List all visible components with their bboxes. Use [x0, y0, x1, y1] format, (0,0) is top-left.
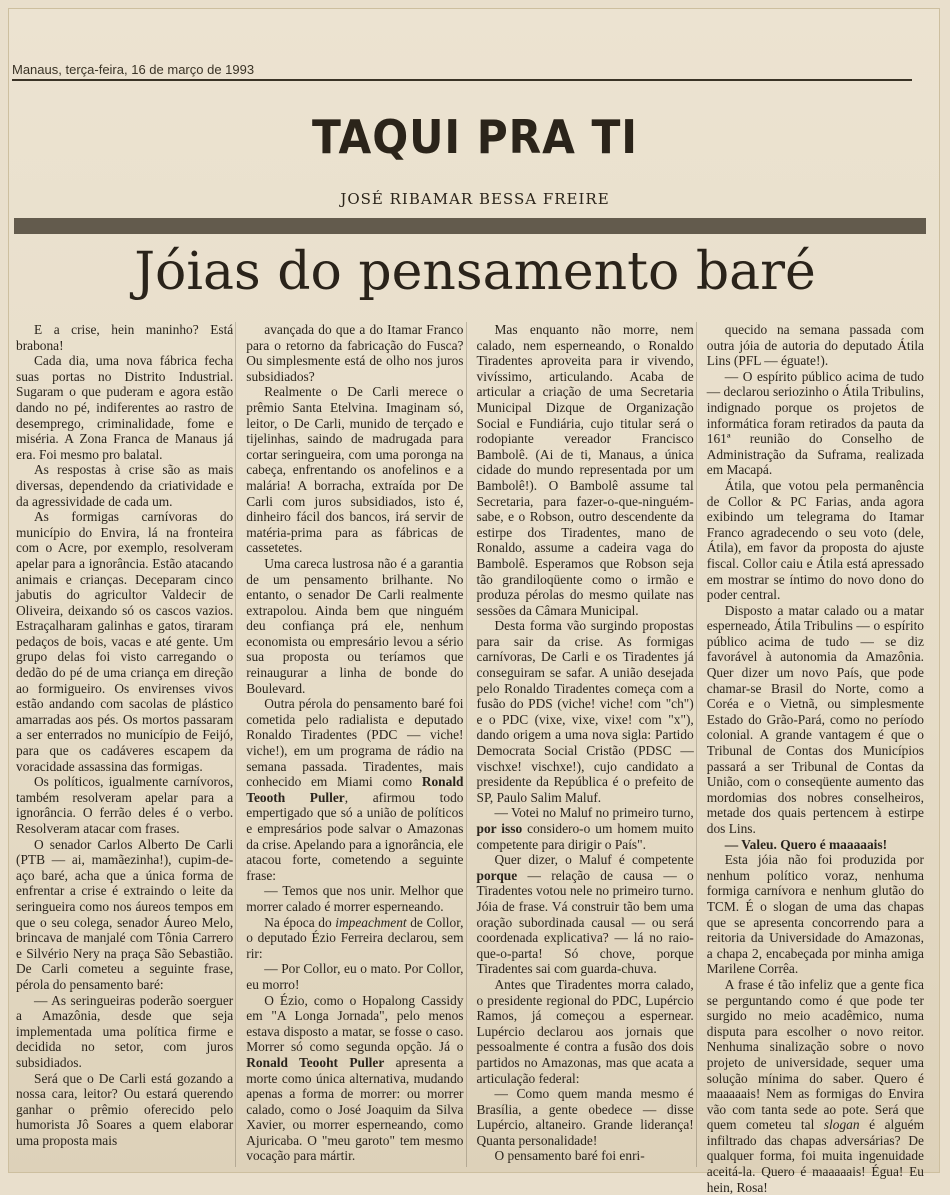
paragraph: Desta forma vão surgindo propostas para sair da crise. As formigas carnívoras, De Carli e os Tiradentes já conseguiram se safar. A união desejada pelo Ronaldo Tiradentes começa com a fusão do PDS (viche! viche! com "ch") e o PDC (vixe, vixe, vixe! com "x"), dando origem a uma nova sigla: Partido Democrata Social Cristão (PDSC — vischxe! vischxe!), cujo candidato a presidente da República é o prefeito de SP, Paulo Salim Maluf.	[476, 618, 694, 805]
paragraph: E a crise, hein maninho? Está brabona!	[16, 322, 234, 353]
paragraph: O pensamento baré foi enri-	[494, 1148, 645, 1164]
paragraph: Será que o De Carli está gozando a nossa cara, leitor? Ou estará querendo ganhar o prêmio oferecido pelo humorista Jô Soares a quem elaborar uma proposta mais	[16, 1070, 234, 1148]
paragraph: — O espírito público acima de tudo — declarou seriozinho o Átila Tribulins, indignado porque os projetos de informática foram retirados da pauta da 161ª reunião do Conselho de Administração da Suframa, realizada em Macapá.	[706, 368, 924, 478]
paragraph: As respostas à crise são as mais diversas, dependendo da criatividade e da agressividade de cada um.	[16, 462, 234, 509]
paragraph: Antes que Tiradentes morra calado, o presidente regional do PDC, Lupércio Ramos, já começou a espernear. Lupércio declarou aos jornais que pessoalmente é contra a fusão dos dois partidos no Amazonas, mas que acata a articulação federal:	[476, 976, 694, 1086]
text-column-3	[475, 322, 697, 1167]
paragraph: quecido na semana passada com outra jóia de autoria do deputado Átila Lins (PFL — éguate!).	[706, 322, 924, 369]
paragraph: O senador Carlos Alberto De Carli (PTB — ai, mamãezinha!), cupim-de-aço baré, acha que a única forma de enfrentar a crise é extraindo o leite da seringueira como nos áureos tempos em que o seu colega, senador Áureo Melo, brincava de manjalé com Tônia Carrero e Silvério Nery na praça São Sebastião. De Carli cometeu a seguinte frase, pérola do pensamento baré:	[16, 836, 234, 992]
paragraph: — Valeu. Quero é maaaaais!	[724, 836, 888, 852]
paragraph: — As seringueiras poderão soerguer a Amazônia, desde que seja implementada uma política firme e decidida no setor, com juros subsidiados.	[16, 992, 234, 1070]
paragraph: Uma careca lustrosa não é a garantia de um pensamento brilhante. No entanto, o senador De Carli realmente extrapolou. Ainda bem que ninguém deu confiança prá ele, nenhum economista ou empresário levou a sério sua proposta ou teríamos que reinaugurar a linha de bonde do Boulevard.	[246, 555, 464, 696]
column-title: TAQUI PRA TI	[312, 110, 638, 164]
article-headline: Jóias do pensamento baré	[134, 242, 816, 302]
paragraph: Na época do impeachment de Collor, o deputado Ézio Ferreira declarou, sem rir:	[246, 914, 464, 961]
paragraph: — Votei no Maluf no primeiro turno, por isso considero-o um homem muito competente para dirigir o País".	[476, 805, 694, 852]
text-column-2	[244, 322, 466, 1167]
dateline: Manaus, terça-feira, 16 de março de 1993	[12, 62, 912, 81]
paragraph: Realmente o De Carli merece o prêmio Santa Etelvina. Imaginam só, leitor, o De Carli, munido de terçado e tijelinhas, saindo de madrugada para cortar seringueira, com uma poronga na cabeça, enfrentando os anofelinos e a malária! A borracha, extraída por De Carli com juros subsidiados, isto é, dinheiro fácil dos bancos, irá servir de matéria-prima para as fábricas de cassetetes.	[246, 384, 464, 556]
paragraph: A frase é tão infeliz que a gente fica se perguntando como é que pode ter surgido no meio acadêmico, numa disputa para escolher o novo reitor. Nenhuma sinalização sobre o novo projeto de universidade, sequer uma solução mínima do saber. Quero é maaaaais! Nem as formigas do Envira vão com tanta sede ao pote. Será que quem cometeu tal slogan é alguém infiltrado das chapas adversárias? De qualquer forma, foi muita ingenuidade aceitá-la. Quero é maaaaais! Égua! Eu hein, Rosa!	[706, 976, 924, 1195]
paragraph: Quer dizer, o Maluf é competente porque — relação de causa — o Tiradentes votou nele no primeiro turno. Jóia de frase. Vá construir tão bem uma oração subordinada causal — ou será coordenada explicativa? — lá no raio-que-o-parta! Só chove, porque Tiradentes sai com guarda-chuva.	[476, 852, 694, 977]
paragraph: Os políticos, igualmente carnívoros, também resolveram apelar para a ignorância. O ferrão deles é o verbo. Resolveram atacar com frases.	[16, 774, 234, 836]
paragraph: — Temos que nos unir. Melhor que morrer calado é morrer esperneando.	[246, 883, 464, 914]
paragraph: Esta jóia não foi produzida por nenhum político voraz, nenhuma formiga carnívora e nenhum glutão do TCM. É o slogan de uma das chapas que se apresenta concorrendo para a reitoria da Universidade do Amazonas, a chapa 2, encabeçada por minha amiga Marilene Corrêa.	[706, 852, 924, 977]
paragraph: O Ézio, como o Hopalong Cassidy em "A Longa Jornada", pelo menos estava disposto a matar, se fosse o caso. Morrer só como segunda opção. Já o Ronald Teooht Puller apresenta a morte como única alternativa, mudando apenas a forma de morrer: ou morrer calado, como o José Joaquim da Silva Xavier, ou morrer esperneando, como Ajuricaba. O "meu garoto" tem mesmo vocação para mártir.	[246, 992, 464, 1164]
paragraph: — Por Collor, eu o mato. Por Collor, eu morro!	[246, 961, 464, 992]
paragraph: — Como quem manda mesmo é Brasília, a gente obedece — disse Lupércio, altaneiro. Grande liderança! Quanta personalidade!	[476, 1086, 694, 1148]
text-column-4	[705, 322, 926, 1195]
text-column-1	[14, 322, 236, 1167]
paragraph: Outra pérola do pensamento baré foi cometida pelo radialista e deputado Ronaldo Tiradentes (PDC — viche! viche!), em um programa de rádio na semana passada. Tiradentes, mais conhecido em Miami como Ronald Teooth Puller, afirmou todo empertigado que só a união de políticos e empresários pode salvar o Amazonas da crise. Apelando para a ignorância, ele atacou forte, cometendo a seguinte frase:	[246, 696, 464, 883]
article-body	[14, 322, 926, 1195]
paragraph: Disposto a matar calado ou a matar esperneado, Átila Tribulins — o espírito público acima de tudo — se diz favorável à autonomia da Amazônia. Quer dizer um novo País, que pode chamar-se Brasil do Norte, como a Coréa e o Vietnã, ou simplesmente Estado do Grão-Pará, como no período colonial. A grande vantagem é que o Tribunal de Contas dos Municípios passará a ser Tribunal de Contas da União, com o conseqüente aumento das mordomias dos nobres conselheiros, metade dos quais pertencem à estirpe dos Lins.	[706, 602, 924, 836]
author-byline: JOSÉ RIBAMAR BESSA FREIRE	[340, 190, 610, 208]
paragraph: Cada dia, uma nova fábrica fecha suas portas no Distrito Industrial. Sugaram o que puderam e agora estão dando no pé, indiferentes ao rastro de desemprego, criminalidade, fome e miséria. A Zona Franca de Manaus já era. Foi mesmo pro balatal.	[16, 353, 234, 462]
divider-bar	[14, 218, 926, 234]
paragraph: Mas enquanto não morre, nem calado, nem esperneando, o Ronaldo Tiradentes aproveita para ir vivendo, vivíssimo, articulando. Acaba de articular a criação de uma Secretaria Municipal Dizque de Organização Social e Fundiária, cujo titular será o rodopiante vereador Francisco Bambolê. (Ai de ti, Manaus, a única cidade do mundo representada por um Bambolê!). O Bambolê assume tal Secretaria, para fazer-o-que-ninguém-sabe, e o Robson, outro descendente da estirpe dos Tiradentes, mano de Ronaldo, assume a cadeira vaga do Bambolê. Esperamos que Robson seja tão grandiloqüente como o irmão e produza pérolas do mesmo quilate nas sessões da Câmara Municipal.	[476, 322, 694, 618]
paragraph: avançada do que a do Itamar Franco para o retorno da fabricação do Fusca? Ou simplesmente está de olho nos juros subsidiados?	[246, 322, 464, 384]
paragraph: As formigas carnívoras do município do Envira, lá na fronteira com o Acre, por exemplo, resolveram apelar para a ignorância. Estão atacando animais e crianças. Deceparam cinco jabutis do agricultor Valdecir de Oliveira, deixando só os cascos vazios. Estraçalharam galinhas e gatos, tiraram pedaços de bois, vacas e até gente. Um grupo delas foi visto carregando o dedão do pé de uma criança em direção ao formigueiro. Os envirenses vivos estão andando com sacolas de plástico amarradas aos pés. Os mortos passaram a ser enterrados no município de Feijó, para que os cadáveres escapem da voracidade assassina das formigas.	[16, 509, 234, 774]
paragraph: Átila, que votou pela permanência de Collor & PC Farias, anda agora exibindo um telegrama do Itamar Franco agradecendo o seu voto (dele, Átila), em favor da proposta do ajuste fiscal. Collor caiu e Átila está apressado em mostrar se íntimo do novo dono do poder central.	[706, 477, 924, 603]
